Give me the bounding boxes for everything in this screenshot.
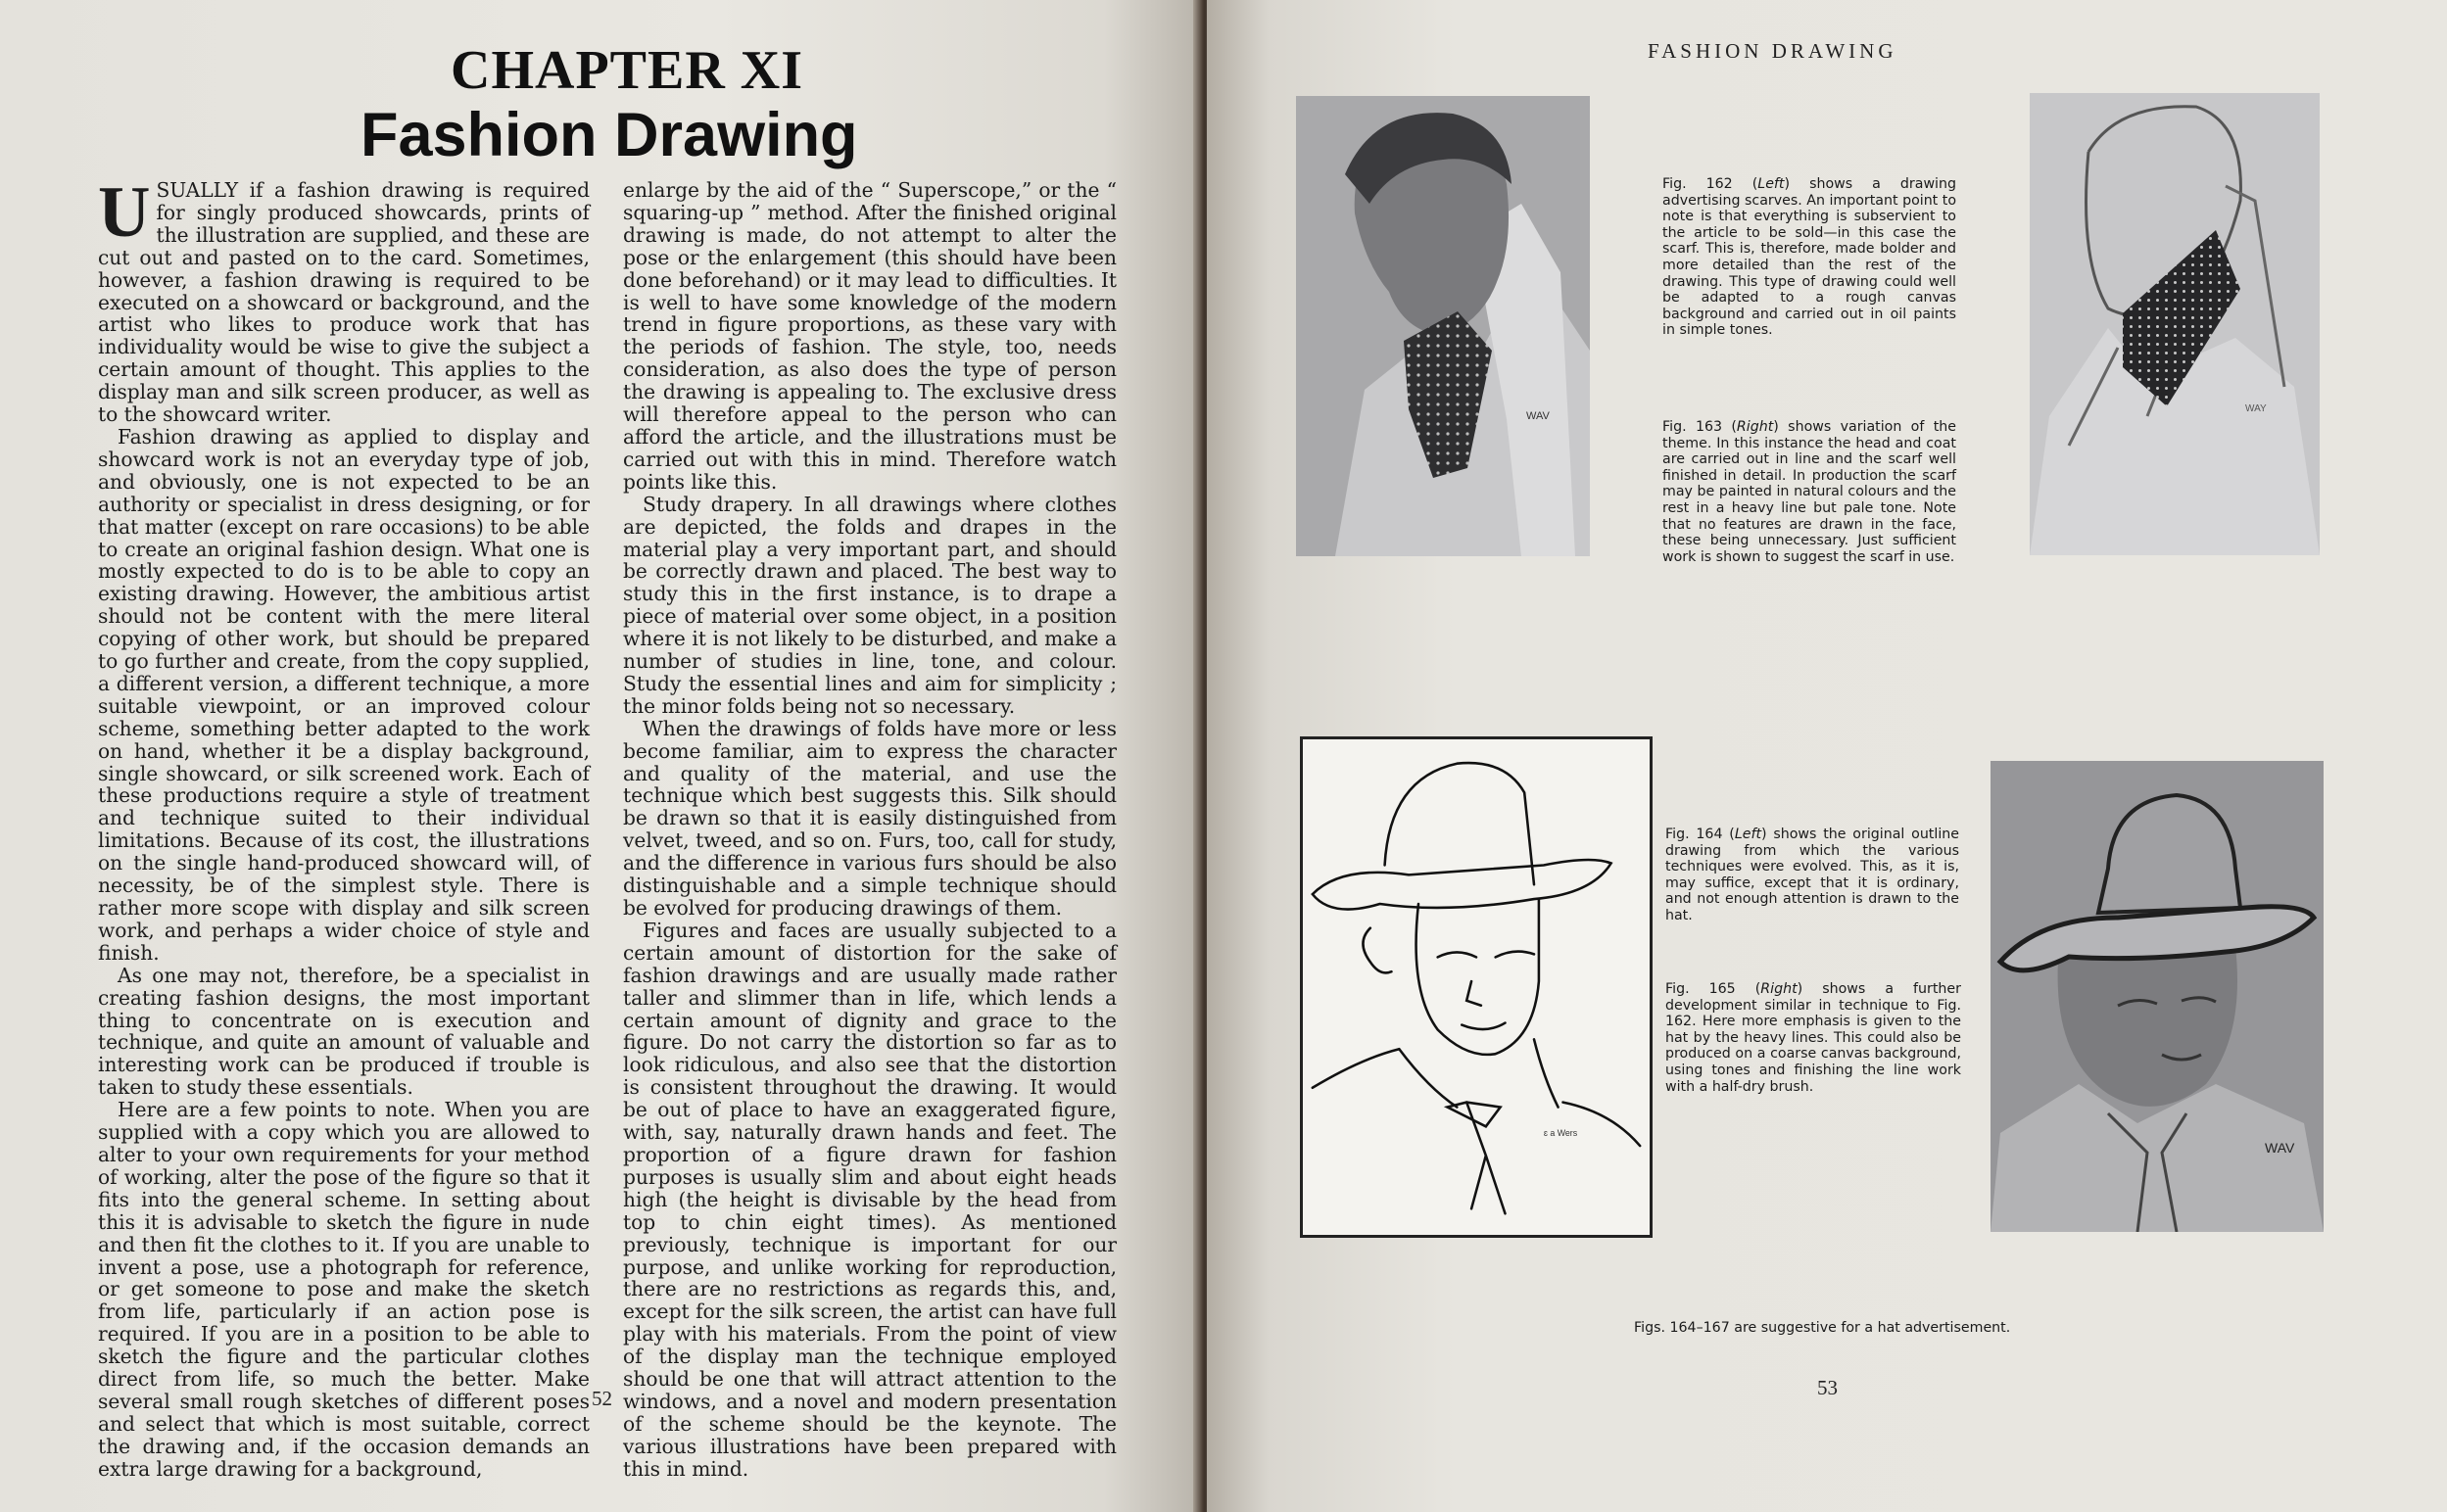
svg-text:ɛ a Wers: ɛ a Wers — [1543, 1128, 1578, 1139]
text-column-right — [623, 179, 1117, 1481]
page-number-left: 52 — [592, 1387, 612, 1410]
paragraph: As one may not, therefore, be a specialist in creating fashion designs, the most important thing to concentrate on is execution and technique, and quite an amount of valuable and interesting work can be produced if trouble is taken to study these essentials. — [98, 963, 590, 1100]
figure-164-hat-outline — [1300, 736, 1653, 1238]
drop-cap: U — [98, 172, 151, 253]
artist-signature: WAV — [1526, 410, 1550, 422]
scarf-portrait-image — [1296, 96, 1590, 556]
chapter-number: CHAPTER XI — [451, 40, 804, 101]
paragraph: Here are a few points to note. When you are supplied with a copy which you are allowed to alter to your own requirements for your method of working, alter the pose of the figure so that it fits into the general scheme. In setting about this it is advisable to sketch the figure in nude and then fit the clothes to it. If you are unable to invent a pose, use a photograph for reference, or get someone to pose and make the sketch from life, particularly if an action pose is required. If you are in a position to be able to sketch the figure and the particular clothes direct from life, so much the better. Make several small rough sketches of different poses and select that which is most suitable, correct the drawing and, if the occasion demands an extra large drawing for a background, — [98, 1098, 590, 1481]
paragraph: When the drawings of folds have more or less become familiar, aim to express the character and quality of the material, and use the technique which best suggests this. Silk should be drawn so that it is easily distinguished from velvet, tweed, and so on. Furs, too, call for study, and the difference in various furs should be also distinguishable and a simple technique should be evolved for producing drawings of them. — [623, 716, 1117, 920]
paragraph: Figures and faces are usually subjected to a certain amount of distortion for the sake of fashion drawings and are usually made rather taller and slimmer than in life, which lends a certain amount of dignity and grace to the figure. Do not carry the distortion so far as to look ridiculous, and also see that the distortion is consistent throughout the drawing. It would be out of place to have an exaggerated figure, with, say, naturally drawn hands and feet. The proportion of a figure drawn for fashion purposes is usually slim and about eight heads high (the height is divisable by the head from top to chin eight times). As mentioned previously, technique is important for our purpose, and unlike working for reproduction, there are no restrictions as regards this, and, except for the silk screen, the artist can have full play with his materials. From the point of view of the display man the technique employed should be one that will attract attention to the windows, and a novel and modern presentation of the scheme should be the keynote. The various illustrations have been prepared with this in mind. — [623, 918, 1117, 1481]
scarf-outline-image — [2030, 93, 2320, 555]
artist-signature: WAV — [2265, 1140, 2295, 1156]
caption-fig-164: Fig. 164 (Left) shows the original outline drawing from which the various techniques were evolved. This, as it is, may suffice, except that it is ordinary, and not enough attention is drawn to the hat. — [1665, 827, 1959, 923]
hat-portrait-image — [1991, 761, 2324, 1232]
paragraph: Fashion drawing as applied to display and showcard work is not an everyday type of job, and obviously, one is not expected to be an authority or specialist in dress designing, or for that matter (except on rare occasions) to be able to create an original fashion design. What one is mostly expected to do is to be able to copy an existing drawing. However, the ambitious artist should not be content with the mere literal copying of other work, but should be prepared to go further and create, from the copy supplied, a different version, a different technique, a more suitable viewpoint, or an improved colour scheme, something better adapted to the work on hand, whether it be a display background, single showcard, or silk screened work. Each of these productions require a style of treatment and technique suited to their individual limitations. Because of its cost, the illustrations on the single hand-produced showcard will, of necessity, be of the simplest style. There is rather more scope with display and silk screen work, and perhaps a wider choice of style and finish. — [98, 424, 590, 965]
caption-fig-162: Fig. 162 (Left) shows a drawing advertising scarves. An important point to note is that everything is subservient to the article to be sold—in this case the scarf. This is, therefore, made bolder and more detailed than the rest of the drawing. This type of drawing could well be adapted to a rough canvas background and carried out in oil paints in simple tones. — [1662, 176, 1957, 339]
paragraph: USUALLY if a fashion drawing is required for singly produced showcards, prints of the illustration are supplied, and these are cut out and pasted on to the card. Sometimes, however, a fashion drawing is required to be executed on a showcard or background, and the artist who likes to produce work that has individuality would be wise to give the subject a certain amount of thought. This applies to the display man and silk screen producer, as well as to the showcard writer. — [98, 172, 590, 427]
text-column-left — [98, 172, 590, 1481]
paragraph: Study drapery. In all drawings where clothes are depicted, the folds and drapes in the material play a very important part, and should be correctly drawn and placed. The best way to study this in the first instance, is to drape a piece of material over some object, in a position where it is not likely to be disturbed, and make a number of studies in line, tone, and colour. Study the essential lines and aim for simplicity ; the minor folds being not so necessary. — [623, 492, 1117, 718]
figure-163-scarf-outline — [2030, 93, 2320, 555]
artist-signature: WAY — [2245, 403, 2267, 414]
paragraph: enlarge by the aid of the “ Superscope,” or the “ squaring-up ” method. After the finished original drawing is made, do not attempt to alter the pose or the enlargement (this should have been done beforehand) or it may lead to difficulties. It is well to have some knowledge of the modern trend in figure proportions, as these vary with the periods of fashion. The style, too, needs consideration, as also does the type of person the drawing is appealing to. The exclusive dress will therefore appeal to the person who can afford the article, and the illustrations must be carried out with this in mind. Therefore watch points like this. — [623, 178, 1117, 494]
left-page — [0, 0, 1200, 1512]
page-number-right: 53 — [1817, 1376, 1838, 1399]
running-head: FASHION DRAWING — [1648, 39, 1897, 63]
hat-outline-image — [1303, 739, 1650, 1235]
caption-figs-164-167: Figs. 164–167 are suggestive for a hat advertisement. — [1634, 1320, 2011, 1336]
figure-165-hat-tonal — [1991, 761, 2324, 1232]
caption-fig-165: Fig. 165 (Right) shows a further development similar in technique to Fig. 162. Here more emphasis is given to the hat by the heavy lines. This could also be produced on a coarse canvas background, using tones and finishing the line work with a half-dry brush. — [1665, 981, 1961, 1095]
figure-162-scarf-illustration — [1296, 96, 1590, 556]
chapter-title: Fashion Drawing — [360, 101, 858, 169]
caption-fig-163: Fig. 163 (Right) shows variation of the theme. In this instance the head and coat are carried out in line and the scarf well finished in detail. In production the scarf may be painted in natural colours and the rest in a heavy line but pale tone. Note that no features are drawn in the face, these being unnecessary. Just sufficient work is shown to suggest the scarf in use. — [1662, 419, 1956, 565]
